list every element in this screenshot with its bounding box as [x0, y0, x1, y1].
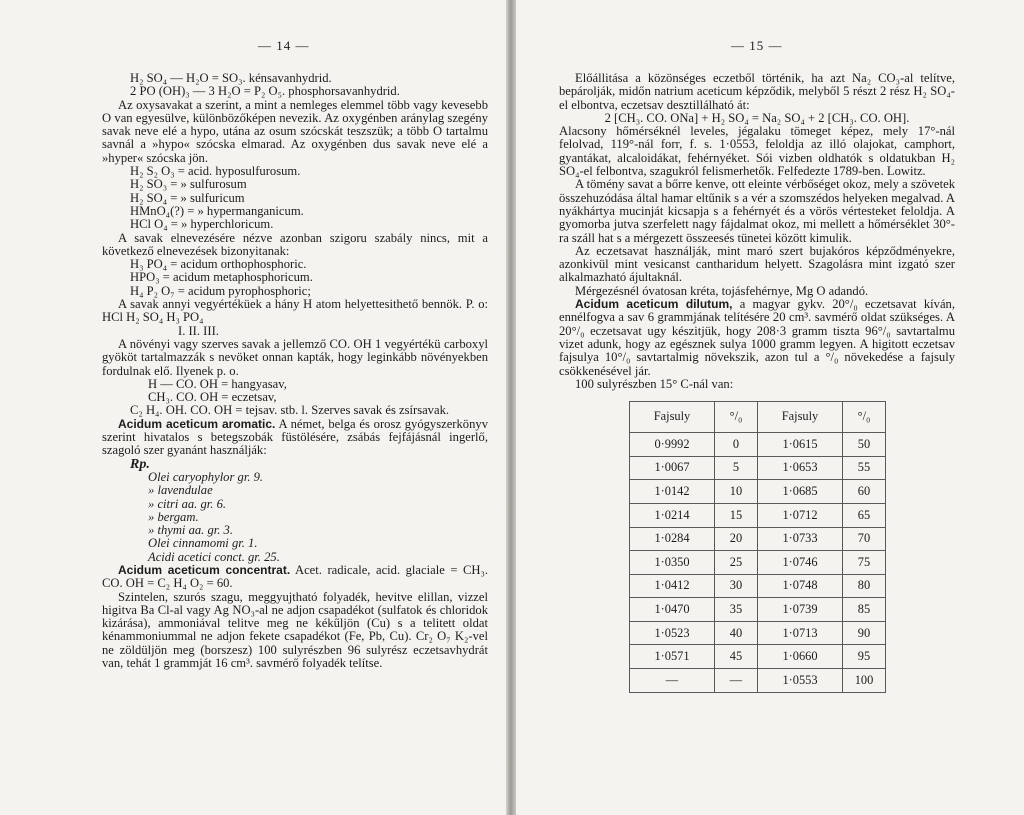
text-line: A savak elnevezésére nézve azonban szigoru szabály nincs, mit a következő elnevezések bizonyitanak:: [102, 230, 488, 258]
table-cell: 90: [843, 621, 886, 645]
table-cell: —: [715, 669, 758, 693]
table-cell: 40: [715, 621, 758, 645]
table-body: [630, 433, 886, 693]
table-cell: 80: [843, 574, 886, 598]
table-cell: 10: [715, 480, 758, 504]
table-cell: 50: [843, 433, 886, 457]
text-line: Alacsony hőmérséknél leveles, jégalaku tömeget képez, mely 17°-nál felolvad, 119°-nál forr, f. s. 1·0553, feloldja az illó olajokat, camphort, gyantákat, alcaloidákat, fehérnyéket. Sói vizben oldhatók s oldatukban H₂ SO₄-el felbontva, szagukról felismerhetők. Felfedezte 1789-ben. Lowitz.: [559, 124, 955, 179]
table-cell: —: [630, 669, 715, 693]
table-row: [630, 503, 886, 527]
table-cell: 1·0523: [630, 621, 715, 645]
table-cell: 100: [843, 669, 886, 693]
text-line: H₂ SO₄ — H₂O = SO₃. kénsavanhydrid.: [130, 71, 332, 85]
page-body: [559, 72, 955, 693]
table-cell: 75: [843, 551, 886, 575]
text-line: A savak annyi vegyértéküek a hány H atom helyettesithető bennök. P. o: HCl H₂ SO₄ H₃ PO₄: [102, 297, 488, 325]
table-row: [630, 669, 886, 693]
text-line: [102, 564, 488, 591]
right-page: [516, 0, 1024, 815]
text-line: Előállitása a közönséges eczetből történik, ha azt Na₂ CO₃-al telítve, bepárolják, midőn natrium aceticum képződik, melyből 5 részt 2 rész H₂ SO₄-el elbontva, eczetsav desztillálható át:: [559, 71, 955, 112]
table-cell: 5: [715, 456, 758, 480]
table-cell: 45: [715, 645, 758, 669]
table-cell: 1·0142: [630, 480, 715, 504]
table-cell: 1·0571: [630, 645, 715, 669]
text-line: H₂ SO₃ = » sulfurosum: [130, 177, 247, 192]
table-cell: 85: [843, 598, 886, 622]
column-header: Fajsuly: [758, 402, 843, 433]
table-cell: 1·0739: [758, 598, 843, 622]
text-line: [559, 298, 955, 378]
section-text: Acet. radicale, acid. glaciale = CH₃. CO. OH = C₂ H₄ O₂ = 60.: [102, 562, 488, 591]
table-cell: 1·0712: [758, 503, 843, 527]
section-text: a magyar gykv. 20°/₀ eczetsavat kíván, ennélfogva a sav 6 grammjának telítésére 20 cm³. savmérő oldat szükséges. A 20°/₀ eczetsavat ugy készitjük, hogy 208·3 gramm tiszta 96°/₀ savtartalmu vizet adunk, hogy az egésznek sulya 1000 gramm legyen. A higitott eczetsav fajsulya 10°/₀ savtartalmig növekszik, azon tul a °/₀ növekedése a fajsuly csökkenésével jár.: [559, 297, 955, 378]
table-row: [630, 433, 886, 457]
text-line: I. II. III.: [178, 323, 219, 338]
section-heading: Acidum aceticum aromatic.: [118, 416, 276, 431]
table-cell: 70: [843, 527, 886, 551]
text-line: [102, 418, 488, 458]
table-cell: 1·0553: [758, 669, 843, 693]
table-cell: 60: [843, 480, 886, 504]
table-cell: 0·9992: [630, 433, 715, 457]
table-cell: 1·0412: [630, 574, 715, 598]
text-line: H₄ P₂ O₇ = acidum pyrophosphoric;: [130, 283, 311, 298]
table-row: [630, 527, 886, 551]
table-cell: 1·0685: [758, 480, 843, 504]
table-cell: 1·0615: [758, 433, 843, 457]
paragraphs: [559, 72, 955, 391]
book-gutter: [506, 0, 516, 815]
density-table: [629, 401, 886, 693]
text-line: Mérgezésnél óvatosan kréta, tojásfehérnye, Mg O adandó.: [575, 283, 869, 298]
table-cell: 0: [715, 433, 758, 457]
text-line: » bergam.: [148, 509, 199, 524]
text-line: HCl O₄ = » hyperchloricum.: [130, 217, 274, 232]
text-line: 2 PO (OH)₃ — 3 H₂O = P₂ O₅. phosphorsavanhydrid.: [130, 84, 400, 99]
table-cell: 95: [843, 645, 886, 669]
table-cell: 1·0067: [630, 456, 715, 480]
page-number: — 14 —: [258, 38, 310, 53]
text-line: Az eczetsavat használják, mint maró szert bujakóros képződményekre, azonkivül mint vesicanst cantharidum helyett. Szagolásra mint izgató szer alkalmazható ájultaknál.: [559, 243, 955, 285]
table-cell: 1·0350: [630, 551, 715, 575]
table-cell: 15: [715, 503, 758, 527]
column-header: Fajsuly: [630, 402, 715, 433]
table-cell: 30: [715, 574, 758, 598]
text-line: 2 [CH₃. CO. ONa] + H₂ SO₄ = Na₂ SO₄ + 2 [CH₃. CO. OH].: [604, 110, 910, 125]
text-line: H₂ S₂ O₃ = acid. hyposulfurosum.: [130, 164, 301, 179]
table-header-row: [630, 402, 886, 433]
page-number: — 15 —: [731, 38, 783, 53]
section-heading: Acidum aceticum concentrat.: [118, 562, 291, 577]
text-line: HMnO₄(?) = » hypermanganicum.: [130, 203, 304, 218]
text-line: C₂ H₄. OH. CO. OH = tejsav. stb. l. Szerves savak és zsírsavak.: [130, 403, 450, 418]
table-cell: 1·0746: [758, 551, 843, 575]
text-line: A növényi vagy szerves savak a jellemző CO. OH 1 vegyértékü carboxyl gyököt tartalmazzák s nevöket onnan kapták, hogy leginkább növényekben fordulnak elő. Ilyenek p. o.: [102, 336, 488, 378]
table-cell: 35: [715, 598, 758, 622]
page-body: [102, 72, 488, 670]
table-cell: 65: [843, 503, 886, 527]
table-row: [630, 480, 886, 504]
table-row: [630, 621, 886, 645]
table-cell: 1·0733: [758, 527, 843, 551]
table-cell: 1·0284: [630, 527, 715, 551]
text-line: » citri aa. gr. 6.: [148, 496, 227, 511]
text-line: HPO₃ = acidum metaphosphoricum.: [130, 270, 313, 285]
text-line: » lavendulae: [148, 483, 213, 498]
text-line: H — CO. OH = hangyasav,: [148, 376, 287, 391]
text-line: 100 sulyrészben 15° C-nál van:: [575, 376, 734, 391]
column-header: °/₀: [715, 402, 758, 433]
table-row: [630, 456, 886, 480]
table-row: [630, 574, 886, 598]
table-cell: 1·0653: [758, 456, 843, 480]
text-line: Az oxysavakat a szerint, a mint a nemleges elemmel több vagy kevesebb O van egyesülve, különbözőképen nevezik. Az oxygénben aránylag szegény savak neve elé a hypo, utána az osum szócskát teszszük; a több O tartalmu savnál a »hypo« szócska elmarad. Az oxygénben dus savak neve elé a »hyper« szócska jön.: [102, 97, 488, 165]
table-cell: 1·0214: [630, 503, 715, 527]
text-line: Olei cinnamomi gr. 1.: [148, 536, 258, 551]
text-line: CH₃. CO. OH = eczetsav,: [148, 390, 277, 405]
text-line: » thymi aa. gr. 3.: [148, 523, 234, 538]
column-header: °/₀: [843, 402, 886, 433]
table-cell: 1·0660: [758, 645, 843, 669]
table-cell: 20: [715, 527, 758, 551]
section-heading: Acidum aceticum dilutum,: [575, 297, 733, 312]
text-line: Rp.: [130, 456, 150, 472]
text-line: Szintelen, szurós szagu, meggyujtható folyadék, hevitve elillan, vizzel higitva Ba Cl-al vagy Ag NO₃-al ne adjon csapadékot (sulfatok és chloridok kizárása), ammoniával telitve meg ne kékűljön (Cu) s a telitett oldat kénammoniummal ne adjon fekete csapadékot (Fe, Pb, Cu). Cr₂ O₇ K₂-vel ne zöldüljön meg (borszesz) 100 sulyrészben 96 sulyrész eczetsavhydrát van, tehát 1 grammját 16 cm³. savmérő folyadék telítse.: [102, 589, 488, 671]
left-page: [0, 0, 506, 815]
text-line: H₃ PO₄ = acidum orthophosphoric.: [130, 257, 307, 272]
table-cell: 1·0713: [758, 621, 843, 645]
table-cell: 1·0748: [758, 574, 843, 598]
table-cell: 55: [843, 456, 886, 480]
text-line: A tömény savat a bőrre kenve, ott eleinte vérbőséget okoz, mely a szövetek összehuzódása által hamar eltűnik s a vér a szomszédos helyeken megalvad. A nyákhártya mucinját kicsapja s a fehérnyét és a vörös vértesteket feloldja. A gyomorba jutva szerfelett nagy fájdalmat okoz, mi mellett a hőmérséklet 30°-ra száll hat s a mérgezett összeesés tünetei között kimulik.: [559, 177, 955, 245]
text-line: Olei caryophylor gr. 9.: [148, 469, 264, 484]
table-row: [630, 598, 886, 622]
text-line: H₂ SO₄ = » sulfuricum: [130, 190, 245, 205]
table-cell: 1·0470: [630, 598, 715, 622]
table-row: [630, 551, 886, 575]
section-text: A német, belga és orosz gyógyszerkönyv szerint hivatalos s betegszobák füstölésére, zsábás fejfájásnál ingerlő, szagoló szer gyanánt használják:: [102, 416, 488, 458]
text-line: Acidi acetici conct. gr. 25.: [148, 549, 280, 564]
table-row: [630, 645, 886, 669]
table-cell: 25: [715, 551, 758, 575]
